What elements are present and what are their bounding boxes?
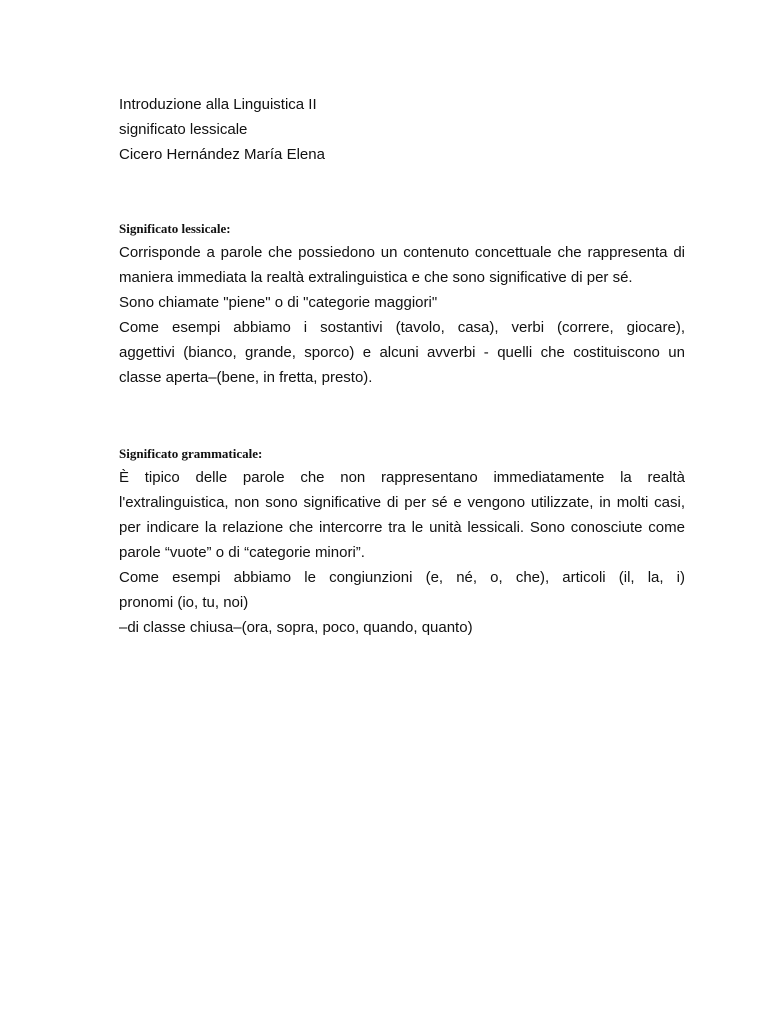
section-heading: Significato grammaticale: [119, 446, 263, 461]
document-header [119, 92, 679, 167]
section-grammatical-meaning [119, 444, 685, 640]
paragraph-line: –di classe chiusa–(ora, sopra, poco, quando, quanto) [119, 619, 473, 636]
paragraph-line: aggettivi (bianco, grande, sporco) e alcuni avverbi - quelli che costituiscono un [119, 344, 685, 361]
course-title: Introduzione alla Linguistica II [119, 96, 317, 113]
paragraph-line: Come esempi abbiamo i sostantivi (tavolo, casa), verbi (correre, giocare), [119, 319, 685, 336]
paragraph-line: pronomi (io, tu, noi) [119, 594, 249, 611]
paragraph-line: Come esempi abbiamo le congiunzioni (e, né, o, che), articoli (il, la, i) [119, 569, 685, 586]
paragraph-line: Sono chiamate "piene" o di "categorie maggiori" [119, 294, 438, 311]
section-lexical-meaning [119, 219, 685, 390]
paragraph-line: parole “vuote” o di “categorie minori”. [119, 544, 365, 561]
paragraph-line: maniera immediata la realtà extralinguistica e che sono significative di per sé. [119, 269, 633, 286]
section-heading: Significato lessicale: [119, 221, 231, 236]
paragraph-line: l'extralinguistica, non sono significative di per sé e vengono utilizzate, in molti casi, [119, 494, 685, 511]
paragraph-line: classe aperta–(bene, in fretta, presto). [119, 369, 373, 386]
paragraph-line: per indicare la relazione che intercorre tra le unità lessicali. Sono conosciute come [119, 519, 685, 536]
topic-title: significato lessicale [119, 121, 248, 138]
paragraph-line: Corrisponde a parole che possiedono un contenuto concettuale che rappresenta di [119, 244, 685, 261]
paragraph-line: È tipico delle parole che non rappresentano immediatamente la realtà [119, 469, 685, 486]
author-name: Cicero Hernández María Elena [119, 146, 325, 163]
